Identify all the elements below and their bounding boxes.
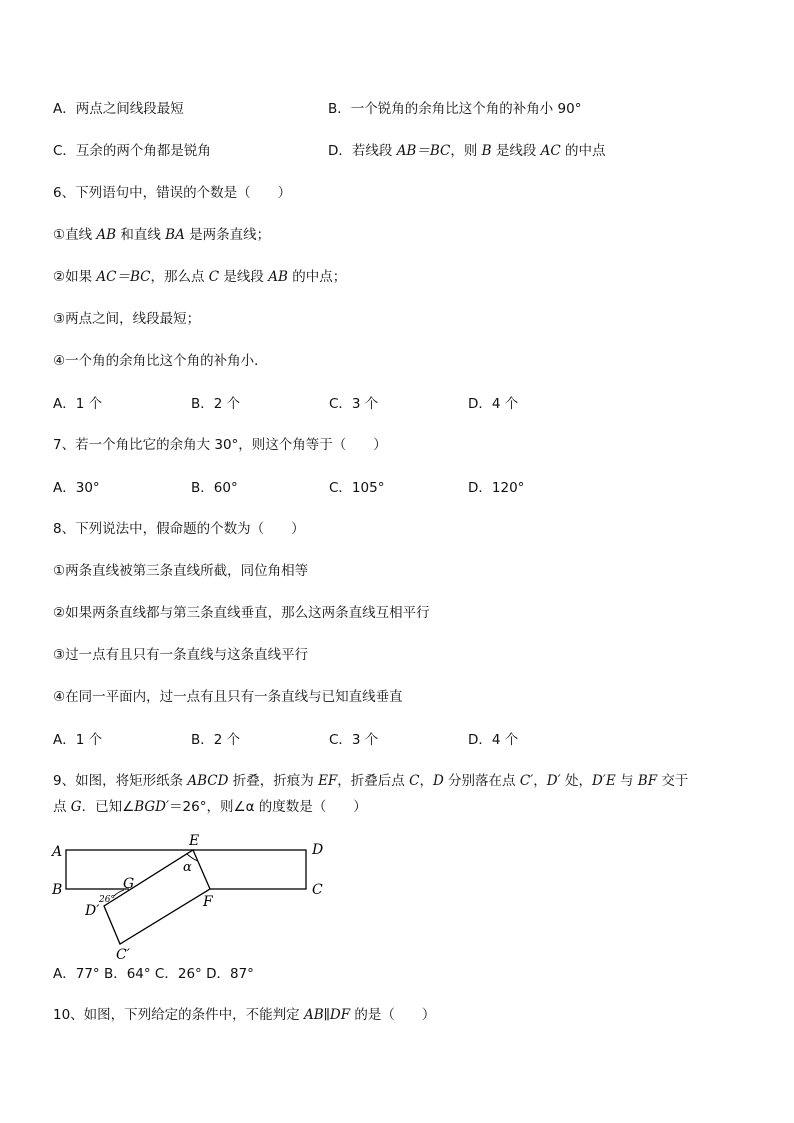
q6-statement-4: ④一个角的余角比这个角的补角小．: [53, 353, 268, 369]
q6-option-c: C．3 个: [329, 396, 379, 412]
q8-statement-2: ②如果两条直线都与第三条直线垂直，那么这两条直线互相平行: [53, 605, 430, 621]
q8-option-c: C．3 个: [329, 732, 379, 748]
label-e: E: [189, 833, 200, 849]
text: 的中点: [560, 143, 606, 159]
label-d: D: [312, 842, 324, 858]
text: 点: [53, 799, 71, 815]
q8-statement-1: ①两条直线被第三条直线所截，同位角相等: [53, 563, 309, 579]
q8-stem: 8、下列说法中，假命题的个数为（ ）: [53, 521, 305, 537]
math: C: [208, 269, 220, 285]
label-f: F: [203, 894, 213, 910]
q8-option-b: B．2 个: [191, 732, 241, 748]
q6-statement-2: [53, 267, 346, 287]
folded-flap: [104, 850, 210, 944]
q6-statement-3: ③两点之间，线段最短；: [53, 311, 201, 327]
math: AB: [268, 269, 288, 285]
math: C′: [519, 773, 534, 789]
text: 是线段: [491, 143, 541, 159]
q9-stem-line-1: [53, 771, 688, 791]
label-g: G: [123, 876, 135, 892]
text: ②如果: [53, 269, 97, 285]
q8-statement-4: ④在同一平面内，过一点有且只有一条直线与已知直线垂直: [53, 689, 403, 705]
q10-stem: [53, 1005, 435, 1025]
text: 与: [615, 773, 638, 789]
q6-option-b: B．2 个: [191, 396, 241, 412]
q8-option-a: A．1 个: [53, 732, 103, 748]
q5-option-c: C．互余的两个角都是锐角: [53, 143, 211, 159]
math: AC: [540, 143, 561, 159]
label-d-prime: D′: [85, 903, 100, 919]
text: ＝26°，则∠α 的度数是（ ）: [169, 799, 367, 815]
math: BA: [165, 227, 185, 243]
q5-option-a: A．两点之间线段最短: [53, 101, 184, 117]
text: 交于: [657, 773, 689, 789]
q7-stem: 7、若一个角比它的余角大 30°，则这个角等于（ ）: [53, 437, 387, 453]
text: 是线段: [219, 269, 269, 285]
label-alpha: α: [183, 860, 192, 875]
math: C: [409, 773, 420, 789]
math: AB: [96, 227, 117, 243]
text: ，: [533, 773, 547, 789]
text: ，则: [450, 143, 482, 159]
math: D′E: [591, 773, 616, 789]
math: BF: [637, 773, 658, 789]
q8-option-d: D．4 个: [468, 732, 519, 748]
label-c: C: [312, 882, 323, 898]
q6-stem: 6、下列语句中，错误的个数是（ ）: [53, 185, 292, 201]
text: ．已知∠: [81, 799, 135, 815]
q6-option-a: A．1 个: [53, 396, 103, 412]
text: D．若线段: [328, 143, 397, 159]
math: B: [481, 143, 492, 159]
math: EF: [318, 773, 338, 789]
math: BGD′: [134, 799, 170, 815]
q7-option-d: D．120°: [468, 480, 525, 496]
q7-option-c: C．105°: [329, 480, 385, 496]
text: 10、如图，下列给定的条件中，不能判定: [53, 1007, 304, 1023]
math: ABCD: [187, 773, 229, 789]
q9-options: A．77° B．64° C．26° D．87°: [53, 966, 254, 982]
math: D: [432, 773, 444, 789]
math: AB∥DF: [303, 1007, 351, 1023]
text: 和直线: [116, 227, 166, 243]
math: AB＝BC: [396, 143, 451, 159]
text: 折叠，折痕为: [228, 773, 319, 789]
q6-statement-1: [53, 225, 270, 245]
text: 是两条直线；: [184, 227, 271, 243]
label-26-degrees: 26°: [99, 895, 115, 905]
math: AC＝BC: [96, 269, 151, 285]
label-b: B: [52, 882, 63, 898]
text: 9、如图，将矩形纸条: [53, 773, 188, 789]
text: ，: [419, 773, 433, 789]
q9-stem-line-2: [53, 797, 367, 817]
q5-option-b: B．一个锐角的余角比这个角的补角小 90°: [328, 101, 582, 117]
q9-folded-strip-figure: [48, 830, 338, 965]
q7-option-a: A．30°: [53, 480, 100, 496]
text: 分别落在点: [443, 773, 520, 789]
q8-statement-3: ③过一点有且只有一条直线与这条直线平行: [53, 647, 309, 663]
q6-option-d: D．4 个: [468, 396, 519, 412]
text: 的中点；: [287, 269, 347, 285]
text: ，折叠后点: [337, 773, 410, 789]
math: D′: [546, 773, 561, 789]
label-c-prime: C′: [116, 947, 130, 963]
q7-option-b: B．60°: [191, 480, 238, 496]
text: 处，: [560, 773, 592, 789]
label-a: A: [52, 844, 63, 860]
text: ，那么点: [150, 269, 209, 285]
math: G: [70, 799, 82, 815]
text: ①直线: [53, 227, 97, 243]
q5-option-d: [328, 141, 606, 161]
text: 的是（ ）: [350, 1007, 436, 1023]
